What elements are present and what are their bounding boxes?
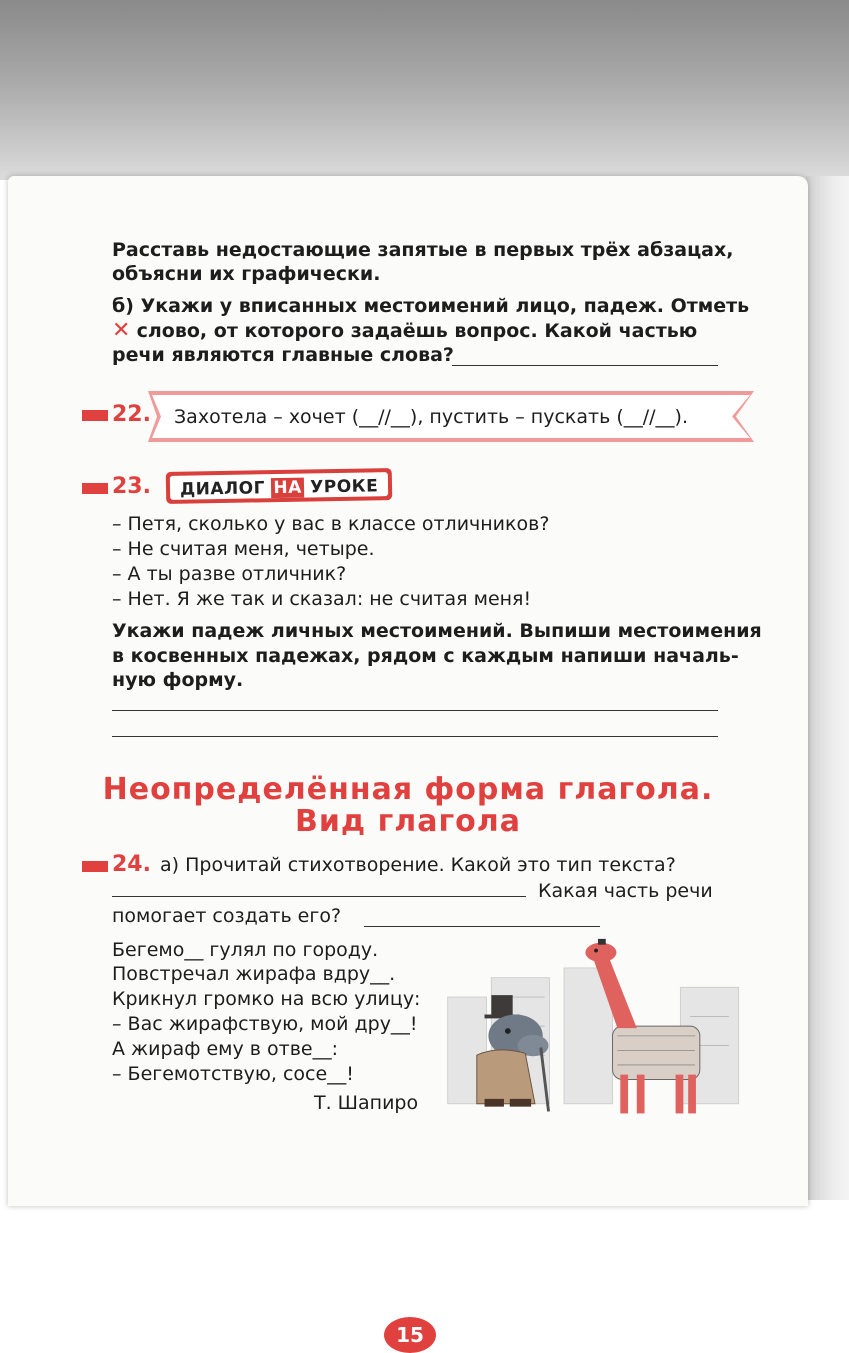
- part-b-line-3: речи являются главные слова?: [112, 344, 454, 366]
- part-b-line-1: б) Укажи у вписанных местоимений лицо, падеж. Отметь: [112, 295, 750, 317]
- poem-line-1: Бегемо__ гулял по городу.: [112, 939, 379, 961]
- answer-line-23-b[interactable]: [112, 736, 718, 737]
- section-heading-line-1: Неопределённая форма глагола.: [102, 772, 714, 807]
- poem-line-3: Крикнул громко на всю улицу:: [112, 988, 421, 1010]
- task-24-line-2: Какая часть речи: [538, 880, 713, 902]
- task-24-line-1: а) Прочитай стихотворение. Какой это тип текста?: [160, 854, 676, 876]
- task-23-line-1: Укажи падеж личных местоимений. Выпиши местоимения: [112, 620, 762, 642]
- part-b-line-2-text: слово, от которого задаёшь вопрос. Какой частью: [136, 320, 698, 342]
- task-23-number: 23.: [112, 474, 151, 499]
- task-22-text: Захотела – хочет (__//__), пустить – пускать (__//__).: [174, 406, 688, 428]
- badge-word-1: ДИАЛОГ: [179, 478, 266, 500]
- task-22-marker: [82, 410, 108, 421]
- task-24-marker: [82, 861, 108, 872]
- dialog-line-4: – Нет. Я же так и сказал: не считая меня!: [112, 588, 532, 610]
- task-24-number: 24.: [112, 852, 151, 877]
- poem-line-2: Повстречал жирафа вдру__.: [112, 963, 396, 985]
- poem-line-5: А жираф ему в отве__:: [112, 1038, 339, 1060]
- page-number: 15: [384, 1317, 436, 1353]
- part-b-line-2: [112, 319, 697, 344]
- section-heading-line-2: Вид глагола: [295, 804, 521, 839]
- cross-mark-icon: ✕: [112, 318, 131, 343]
- badge-word-2: НА: [273, 477, 302, 499]
- task-24-line-3: помогает создать его?: [112, 905, 342, 927]
- intro-line-1: Расставь недостающие запятые в первых трёх абзацах,: [112, 239, 734, 261]
- answer-line-23-a[interactable]: [112, 710, 718, 711]
- textbook-page: [8, 176, 808, 1347]
- task-23-line-2: в косвенных падежах, рядом с каждым напиши началь-: [112, 645, 739, 667]
- dialog-badge: [166, 468, 393, 504]
- poem-line-4: – Вас жирафствую, мой дру__!: [112, 1013, 418, 1035]
- page-edge: [806, 176, 849, 1200]
- answer-line-part-b[interactable]: [452, 365, 718, 366]
- dialog-line-1: – Петя, сколько у вас в классе отличников?: [112, 513, 550, 535]
- answer-line-24-part[interactable]: [364, 926, 600, 927]
- intro-line-2: объясни их графически.: [112, 263, 381, 285]
- task-23-marker: [82, 483, 108, 494]
- task-22-number: 22.: [112, 402, 151, 427]
- task-23-line-3: ную форму.: [112, 669, 244, 691]
- poem-author: Т. Шапиро: [314, 1092, 419, 1114]
- answer-line-24-type[interactable]: [112, 896, 526, 897]
- dialog-line-3: – А ты разве отличник?: [112, 563, 347, 585]
- scan-shadow: [0, 0, 849, 180]
- badge-word-3: УРОКЕ: [310, 476, 379, 498]
- dialog-line-2: – Не считая меня, четыре.: [112, 538, 375, 560]
- hippo-giraffe-illustration: [438, 936, 758, 1126]
- poem-line-6: – Бегемотствую, сосе__!: [112, 1063, 354, 1085]
